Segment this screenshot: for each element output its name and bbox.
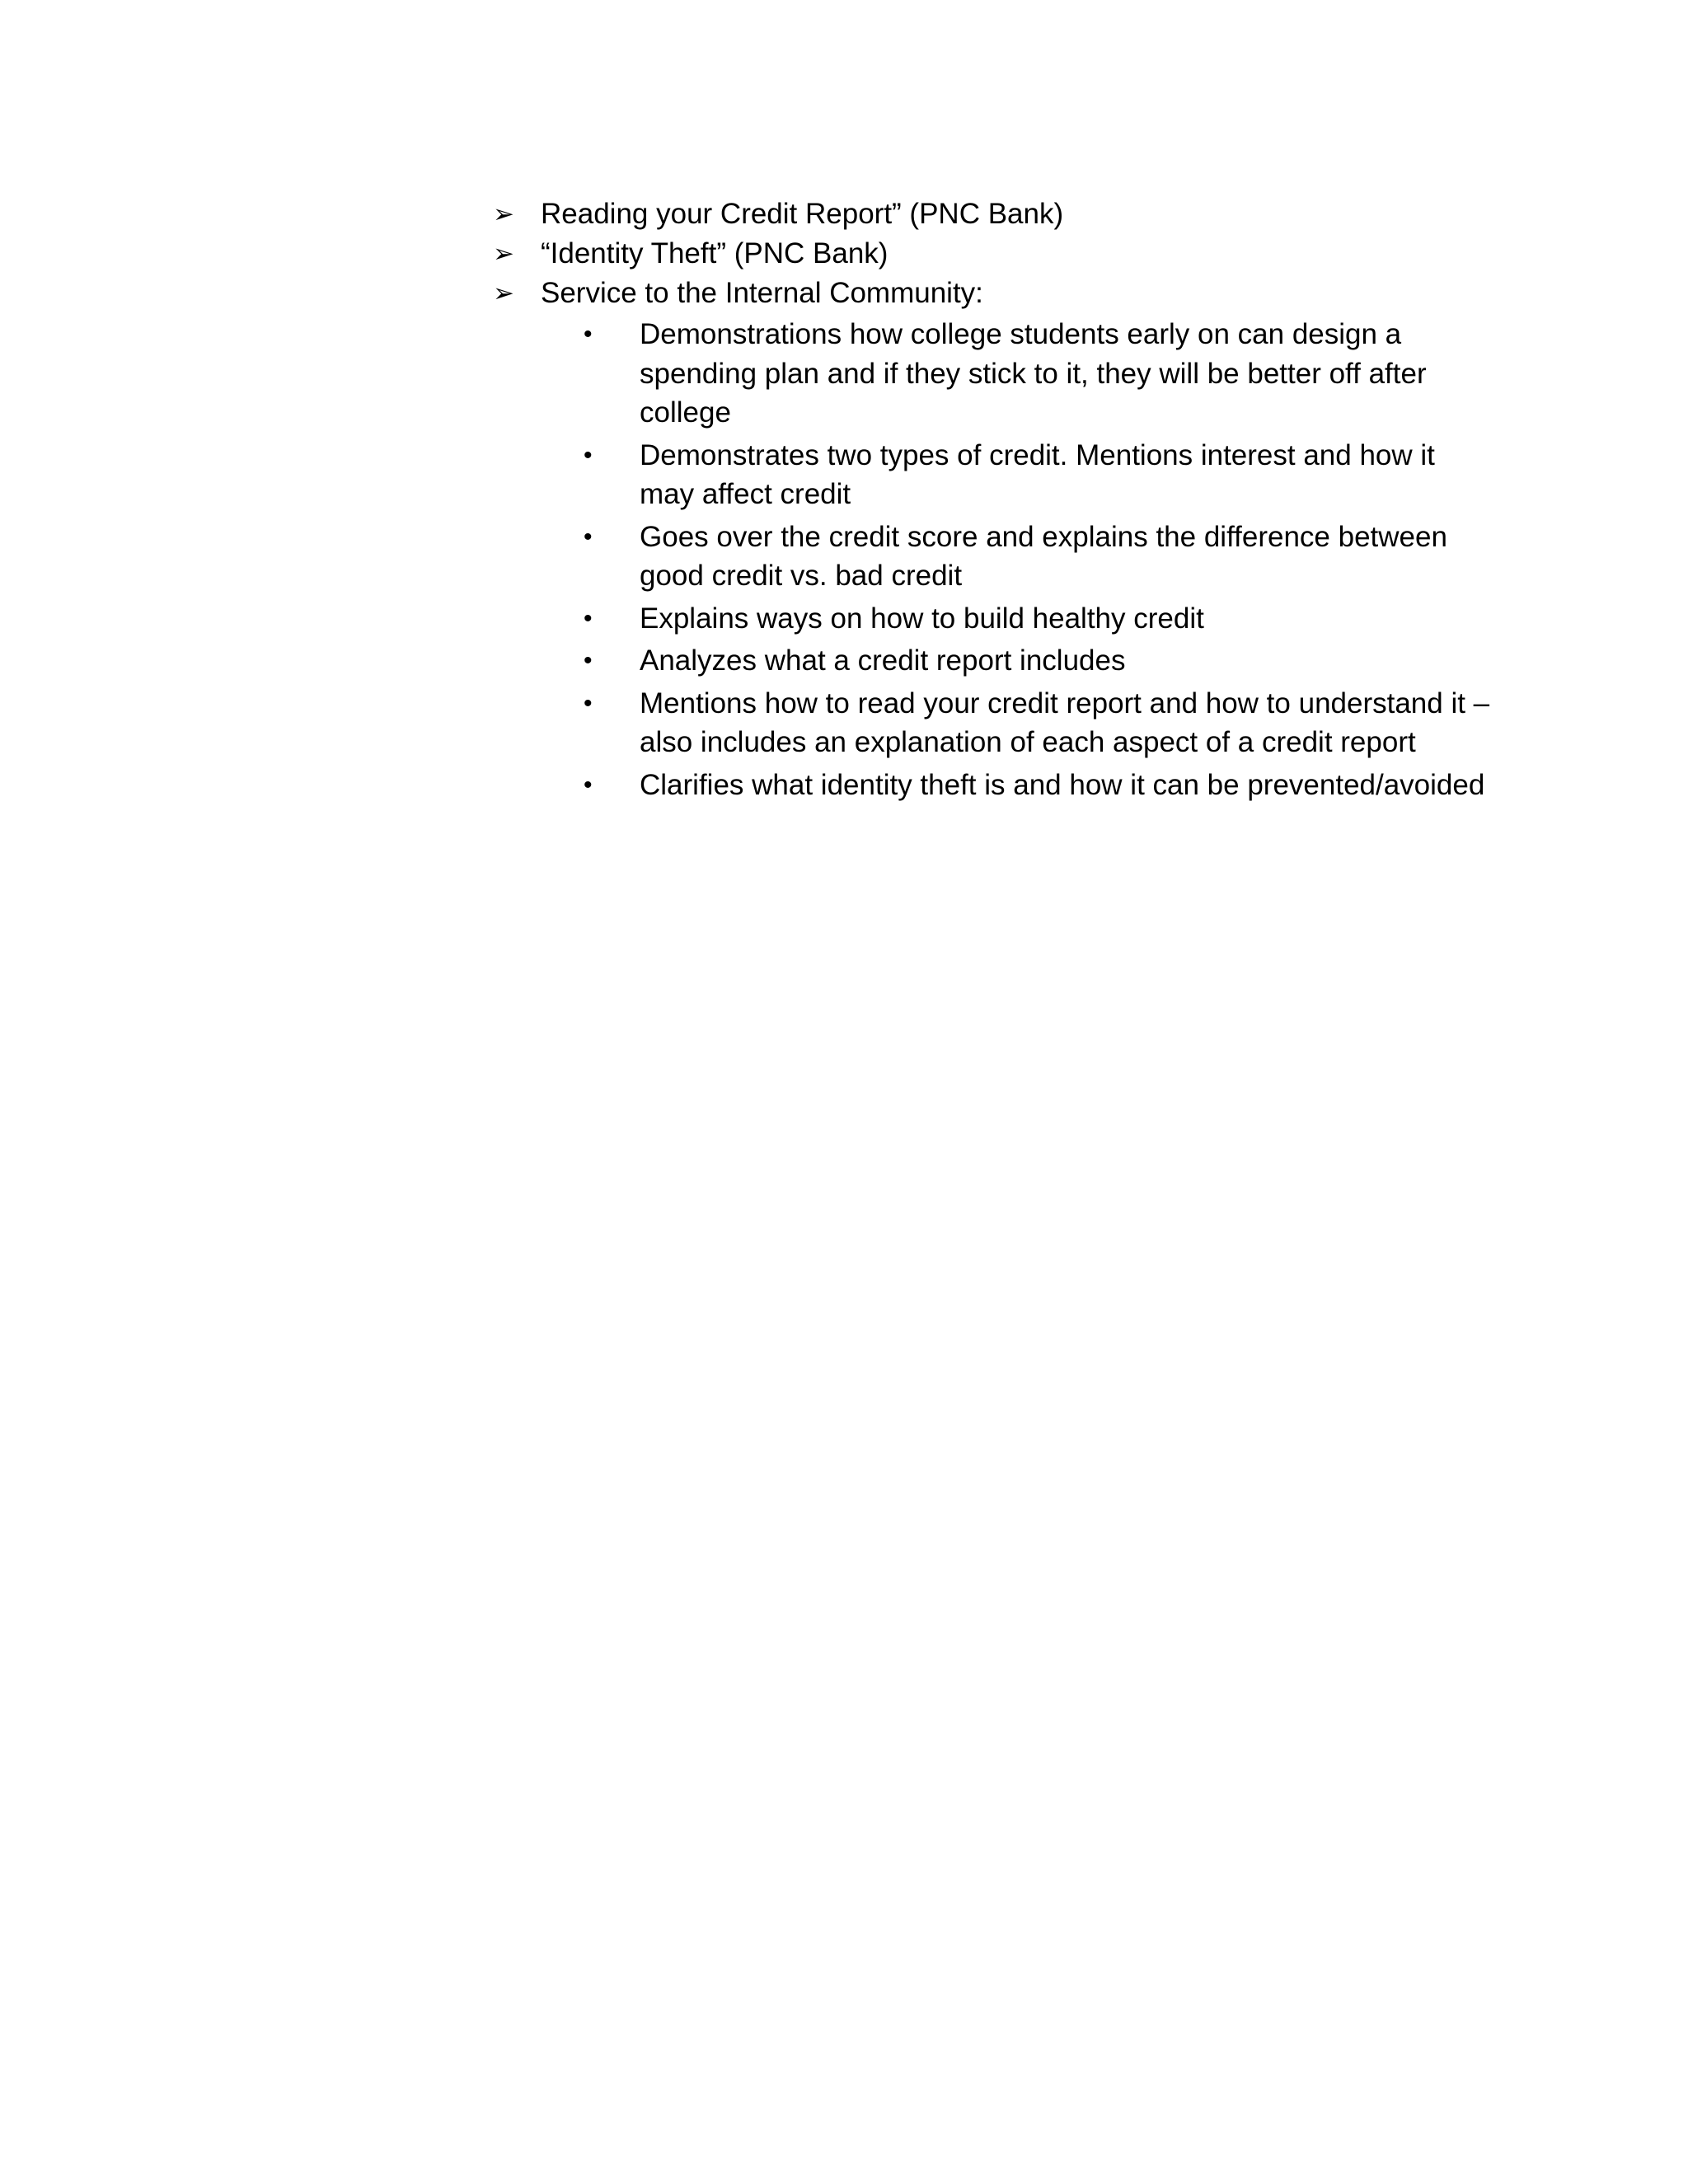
list-item — [493, 234, 1498, 274]
list-item-text: Demonstrates two types of credit. Mentions interest and how it may affect credit — [640, 438, 1435, 510]
list-item — [584, 766, 1497, 805]
list-item — [493, 194, 1498, 234]
outer-bullet-list — [493, 194, 1498, 808]
list-item-text: Clarifies what identity theft is and how it can be prevented/avoided — [640, 768, 1485, 801]
arrow-bullet-icon: ➢ — [493, 199, 514, 228]
list-item — [493, 274, 1498, 804]
dot-bullet-icon: • — [584, 321, 593, 348]
list-item-text: Demonstrations how college students early on can design a spending plan and if they stick to it, they will be better off after college — [640, 318, 1427, 429]
dot-bullet-icon: • — [584, 689, 593, 717]
list-item-text: Service to the Internal Community: — [541, 277, 983, 309]
list-item-text: Explains ways on how to build healthy credit — [640, 602, 1204, 635]
inner-bullet-list — [541, 315, 1498, 804]
list-item-text: Mentions how to read your credit report and how to understand it – also includes an explanation of each aspect of a credit report — [640, 687, 1490, 758]
arrow-bullet-icon: ➢ — [493, 239, 514, 268]
list-item — [584, 684, 1497, 762]
list-item-text: Reading your Credit Report” (PNC Bank) — [541, 198, 1064, 230]
list-item-text: “Identity Theft” (PNC Bank) — [541, 237, 889, 269]
list-item — [584, 599, 1497, 639]
dot-bullet-icon: • — [584, 771, 593, 799]
list-item — [584, 518, 1497, 596]
list-item — [584, 436, 1497, 514]
list-item — [584, 641, 1497, 681]
dot-bullet-icon: • — [584, 523, 593, 551]
list-item-text: Goes over the credit score and explains the difference between good credit vs. bad credit — [640, 520, 1447, 592]
dot-bullet-icon: • — [584, 441, 593, 469]
arrow-bullet-icon: ➢ — [493, 279, 514, 307]
list-item-text: Analyzes what a credit report includes — [640, 644, 1126, 677]
dot-bullet-icon: • — [584, 604, 593, 632]
dot-bullet-icon: • — [584, 647, 593, 674]
list-item — [584, 315, 1497, 433]
